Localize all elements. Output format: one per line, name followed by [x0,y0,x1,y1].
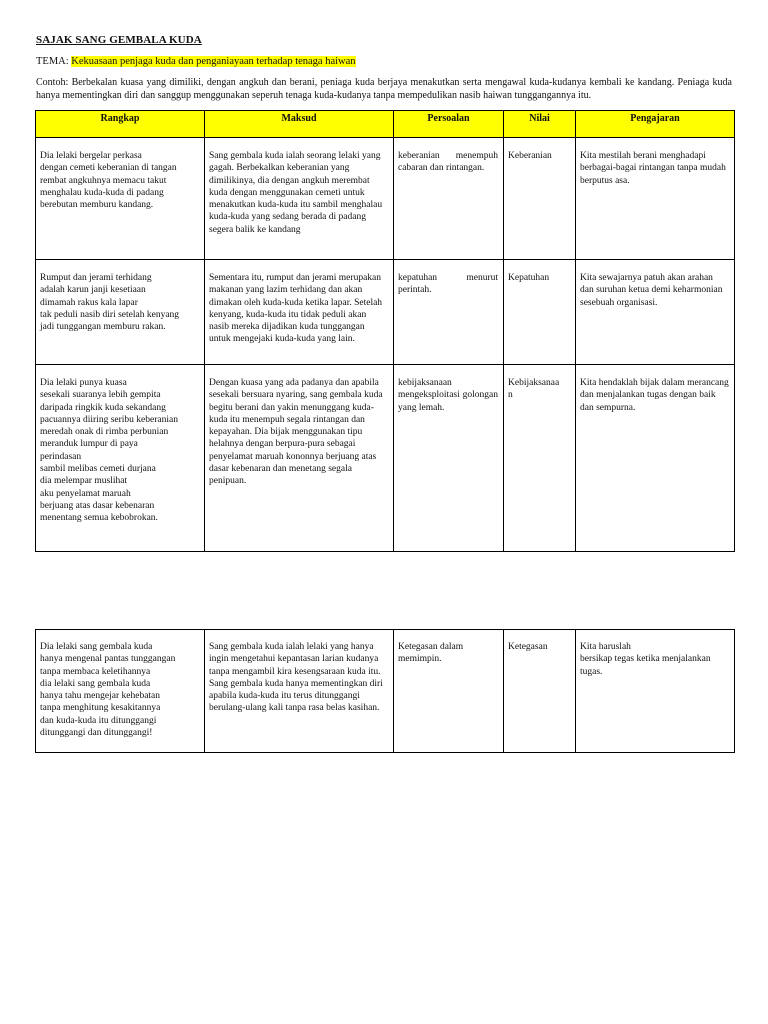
cell-nilai: Ketegasan [504,630,576,753]
header-rangkap: Rangkap [36,111,205,138]
header-nilai: Nilai [504,111,576,138]
tema-text: Kekuasaan penjaga kuda dan penganiayaan terhadap tenaga haiwan [71,56,356,67]
table-header-row [36,111,735,138]
cell-pengajaran: Kita hendaklah bijak dalam merancang dan menjalankan tugas dengan baik dan sempurna. [576,365,735,552]
cell-persoalan: kebijaksanaan mengeksploitasi golongan yang lemah. [394,365,504,552]
cell-pengajaran: Kita mestilah berani menghadapi berbagai-bagai rintangan tanpa mudah berputus asa. [576,138,735,260]
cell-maksud: Sementara itu, rumput dan jerami merupakan makanan yang lazim terhidang dan akan dimakan oleh kuda-kuda ketika lapar. Setelah kenyang, kuda-kuda itu tidak peduli akan nasib mereka dijadikan kuda tunggangan untuk mengejaki kuda-kuda yang lain. [205,260,394,365]
cell-persoalan: keberanian menempuh cabaran dan rintangan. [394,138,504,260]
tema-line [36,56,356,67]
cell-maksud: Dengan kuasa yang ada padanya dan apabila sesekali bersuara nyaring, sang gembala kuda begitu berani dan yakin menunggang kuda-kuda itu menempuh segala rintangan dan kepayahan. Dia bijak menggunakan tipu helahnya dengan berpura-pura sebagai penyelamat maruah kononnya berjuang atas dasar kebenaran dan menetang segala penipuan. [205,365,394,552]
cell-rangkap: Dia lelaki bergelar perkasa dengan cemeti keberanian di tangan rembat angkuhnya memacu takut menghalau kuda-kuda di padang berebutan memburu kandang. [36,138,205,260]
cell-pengajaran: Kita haruslah bersikap tegas ketika menjalankan tugas. [576,630,735,753]
header-maksud: Maksud [205,111,394,138]
table-row [36,138,735,260]
page-title: SAJAK SANG GEMBALA KUDA [36,34,202,46]
analysis-table-continued [35,629,735,753]
analysis-table [35,110,735,552]
header-persoalan: Persoalan [394,111,504,138]
cell-maksud: Sang gembala kuda ialah lelaki yang hanya ingin mengetahui kepantasan larian kudanya tanpa mengambil kira kesengsaraan kuda itu. Sang gembala kuda hanya mementingkan diri apabila kuda-kuda itu terus ditunggangi berulang-ulang kali tanpa rasa belas kasihan. [205,630,394,753]
cell-persoalan: kepatuhan menurut perintah. [394,260,504,365]
cell-rangkap: Rumput dan jerami terhidang adalah karun janji kesetiaan dimamah rakus kala lapar tak peduli nasib diri setelah kenyang jadi tunggangan memburu rakan. [36,260,205,365]
cell-rangkap: Dia lelaki sang gembala kuda hanya mengenal pantas tunggangan tanpa membaca keletihannya dia lelaki sang gembala kuda hanya tahu mengejar kehebatan tanpa menghitung kesakitannya dan kuda-kuda itu ditunggangi ditunggangi dan ditunggangi! [36,630,205,753]
tema-label: TEMA: [36,56,69,67]
cell-maksud: Sang gembala kuda ialah seorang lelaki yang gagah. Berbekalkan keberanian yang dimilikinya, dia dengan angkuh merembat kuda dengan menggunakan cemeti untuk menakutkan kuda-kuda itu sambil menghalau kuda-kuda yang sedang berada di padang segera balik ke kandang [205,138,394,260]
cell-persoalan: Ketegasan dalam memimpin. [394,630,504,753]
table-row [36,260,735,365]
table-row [36,630,735,753]
cell-pengajaran: Kita sewajarnya patuh akan arahan dan suruhan ketua demi keharmonian sesebuah organisasi. [576,260,735,365]
contoh-paragraph: Contoh: Berbekalan kuasa yang dimiliki, dengan angkuh dan berani, peniaga kuda berjaya menakutkan serta mengawal kuda-kudanya kembali ke kandang. Peniaga kuda hanya mementingkan diri dan sanggup menggunakan seperuh tenaga kuda-kudanya tanpa mempedulikan nasib haiwan tunggangannya itu. [36,77,732,101]
table-row [36,365,735,552]
header-pengajaran: Pengajaran [576,111,735,138]
cell-rangkap: Dia lelaki punya kuasa sesekali suaranya lebih gempita daripada ringkik kuda sekandang pacuannya diiring seribu keberanian meredah onak di rimba perbunian meranduk lumpur di paya perindasan sambil melibas cemeti durjana dia melempar muslihat aku penyelamat maruah berjuang atas dasar kebenaran menentang semua kebobrokan. [36,365,205,552]
cell-nilai: Kepatuhan [504,260,576,365]
cell-nilai: Keberanian [504,138,576,260]
cell-nilai: Kebijaksanaa n [504,365,576,552]
